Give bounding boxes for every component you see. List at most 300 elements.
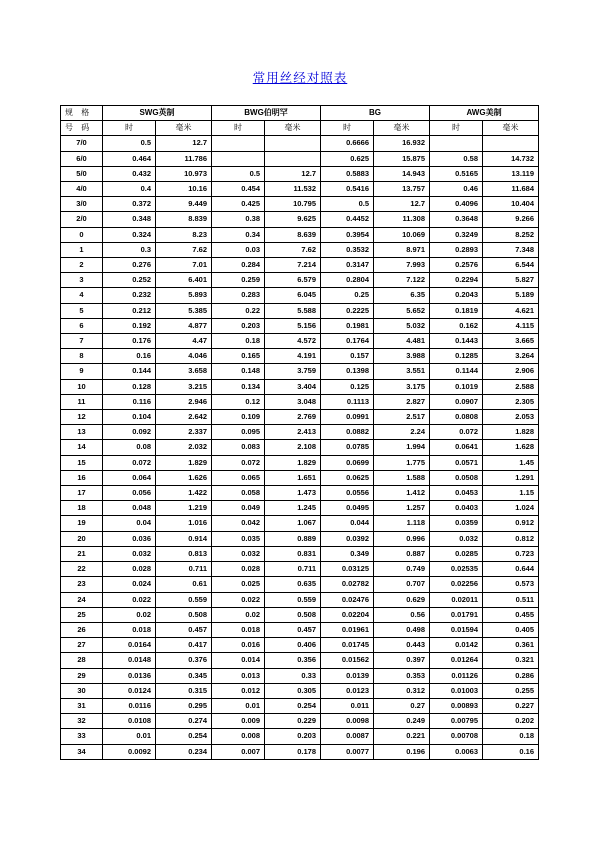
gauge-number-cell: 27 (61, 638, 103, 653)
value-cell: 0.255 (483, 683, 539, 698)
value-cell: 7.01 (156, 258, 212, 273)
value-cell: 2.769 (265, 410, 321, 425)
value-cell: 0.0495 (321, 501, 374, 516)
bwg-group-header: BWG伯明罕 (212, 106, 321, 121)
value-cell: 2.946 (156, 394, 212, 409)
gauge-number-cell: 32 (61, 714, 103, 729)
value-cell: 0.625 (321, 151, 374, 166)
value-cell: 0.0625 (321, 470, 374, 485)
value-cell: 0.2225 (321, 303, 374, 318)
bwg-inch-header: 时 (212, 121, 265, 136)
gauge-number-cell: 34 (61, 744, 103, 759)
value-cell: 0.707 (374, 577, 430, 592)
value-cell: 0.01 (103, 729, 156, 744)
value-cell: 0.012 (212, 683, 265, 698)
value-cell: 11.532 (265, 182, 321, 197)
swg-group-header: SWG英制 (103, 106, 212, 121)
value-cell: 0.274 (156, 714, 212, 729)
value-cell: 0.259 (212, 273, 265, 288)
value-cell: 0.1285 (430, 349, 483, 364)
value-cell: 0.072 (430, 425, 483, 440)
header-row-groups (61, 106, 539, 121)
value-cell: 6.544 (483, 258, 539, 273)
value-cell: 7.993 (374, 258, 430, 273)
value-cell: 0.022 (212, 592, 265, 607)
value-cell: 1.829 (156, 455, 212, 470)
value-cell: 3.759 (265, 364, 321, 379)
gauge-number-cell: 5 (61, 303, 103, 318)
value-cell: 0.212 (103, 303, 156, 318)
value-cell: 0.01264 (430, 653, 483, 668)
value-cell: 0.025 (212, 577, 265, 592)
table-row (61, 470, 539, 485)
wire-gauge-table (60, 105, 539, 760)
gauge-number-cell: 14 (61, 440, 103, 455)
gauge-number-cell: 7 (61, 334, 103, 349)
value-cell: 0.1019 (430, 379, 483, 394)
value-cell: 4.621 (483, 303, 539, 318)
value-cell: 0.914 (156, 531, 212, 546)
value-cell: 0.134 (212, 379, 265, 394)
value-cell: 16.932 (374, 136, 430, 151)
value-cell: 0.58 (430, 151, 483, 166)
value-cell: 0.16 (103, 349, 156, 364)
value-cell: 0.0403 (430, 501, 483, 516)
value-cell: 1.422 (156, 486, 212, 501)
value-cell: 0.0991 (321, 410, 374, 425)
value-cell: 14.943 (374, 166, 430, 181)
value-cell: 0.229 (265, 714, 321, 729)
value-cell: 2.337 (156, 425, 212, 440)
value-cell: 0.104 (103, 410, 156, 425)
value-cell: 10.16 (156, 182, 212, 197)
value-cell: 0.0077 (321, 744, 374, 759)
value-cell: 1.828 (483, 425, 539, 440)
value-cell: 0.5416 (321, 182, 374, 197)
value-cell: 1.45 (483, 455, 539, 470)
value-cell: 0.457 (156, 622, 212, 637)
table-row (61, 622, 539, 637)
value-cell: 3.404 (265, 379, 321, 394)
table-row (61, 486, 539, 501)
bg-group-header: BG (321, 106, 430, 121)
table-row (61, 638, 539, 653)
table-row (61, 349, 539, 364)
value-cell: 10.404 (483, 197, 539, 212)
awg-inch-header: 时 (430, 121, 483, 136)
value-cell: 7.214 (265, 258, 321, 273)
value-cell: 0.02535 (430, 562, 483, 577)
value-cell: 0.044 (321, 516, 374, 531)
value-cell: 0.397 (374, 653, 430, 668)
value-cell: 0.196 (374, 744, 430, 759)
gauge-number-cell: 6 (61, 318, 103, 333)
value-cell: 0.227 (483, 698, 539, 713)
value-cell: 0.092 (103, 425, 156, 440)
value-cell: 8.639 (265, 227, 321, 242)
value-cell: 5.652 (374, 303, 430, 318)
value-cell: 0.5 (321, 197, 374, 212)
value-cell: 0.01126 (430, 668, 483, 683)
value-cell: 1.829 (265, 455, 321, 470)
value-cell: 0.813 (156, 546, 212, 561)
value-cell: 0.18 (212, 334, 265, 349)
value-cell: 0.18 (483, 729, 539, 744)
value-cell: 0.065 (212, 470, 265, 485)
value-cell: 0.032 (430, 531, 483, 546)
value-cell: 0.711 (265, 562, 321, 577)
value-cell: 0.5 (212, 166, 265, 181)
value-cell: 12.7 (374, 197, 430, 212)
table-row (61, 151, 539, 166)
table-row (61, 334, 539, 349)
gauge-number-cell: 12 (61, 410, 103, 425)
value-cell: 0.02011 (430, 592, 483, 607)
value-cell: 9.266 (483, 212, 539, 227)
value-cell: 0.635 (265, 577, 321, 592)
value-cell: 0.27 (374, 698, 430, 713)
table-row (61, 440, 539, 455)
table-row (61, 744, 539, 759)
value-cell: 0.61 (156, 577, 212, 592)
value-cell: 0.128 (103, 379, 156, 394)
value-cell (483, 136, 539, 151)
value-cell: 3.658 (156, 364, 212, 379)
value-cell: 0.3249 (430, 227, 483, 242)
value-cell: 0.511 (483, 592, 539, 607)
value-cell: 0.234 (156, 744, 212, 759)
value-cell: 3.988 (374, 349, 430, 364)
value-cell: 0.0808 (430, 410, 483, 425)
value-cell: 0.0148 (103, 653, 156, 668)
value-cell: 4.47 (156, 334, 212, 349)
value-cell: 0.032 (103, 546, 156, 561)
table-row (61, 577, 539, 592)
value-cell: 0.203 (212, 318, 265, 333)
value-cell: 1.994 (374, 440, 430, 455)
value-cell: 7.122 (374, 273, 430, 288)
value-cell: 0.095 (212, 425, 265, 440)
value-cell: 5.588 (265, 303, 321, 318)
gauge-number-cell: 0 (61, 227, 103, 242)
gauge-number-cell: 9 (61, 364, 103, 379)
value-cell: 2.588 (483, 379, 539, 394)
value-cell: 0.56 (374, 607, 430, 622)
table-row (61, 197, 539, 212)
value-cell: 2.305 (483, 394, 539, 409)
value-cell: 0.08 (103, 440, 156, 455)
value-cell: 0.232 (103, 288, 156, 303)
value-cell: 0.03125 (321, 562, 374, 577)
value-cell: 0.454 (212, 182, 265, 197)
awg-group-header: AWG美制 (430, 106, 539, 121)
value-cell: 9.449 (156, 197, 212, 212)
value-cell: 8.252 (483, 227, 539, 242)
value-cell: 0.202 (483, 714, 539, 729)
value-cell: 0.349 (321, 546, 374, 561)
value-cell: 0.0164 (103, 638, 156, 653)
swg-inch-header: 时 (103, 121, 156, 136)
value-cell: 0.083 (212, 440, 265, 455)
value-cell: 2.053 (483, 410, 539, 425)
gauge-number-cell: 19 (61, 516, 103, 531)
value-cell: 6.579 (265, 273, 321, 288)
value-cell: 0.056 (103, 486, 156, 501)
value-cell: 0.286 (483, 668, 539, 683)
table-row (61, 303, 539, 318)
value-cell: 0.00893 (430, 698, 483, 713)
value-cell: 2.827 (374, 394, 430, 409)
gauge-number-cell: 10 (61, 379, 103, 394)
value-cell: 13.119 (483, 166, 539, 181)
gauge-number-cell: 21 (61, 546, 103, 561)
value-cell: 0.0124 (103, 683, 156, 698)
value-cell: 0.028 (103, 562, 156, 577)
table-row (61, 227, 539, 242)
value-cell: 0.0142 (430, 638, 483, 653)
value-cell: 0.254 (156, 729, 212, 744)
gauge-number-cell: 33 (61, 729, 103, 744)
value-cell: 2.642 (156, 410, 212, 425)
value-cell: 0.559 (265, 592, 321, 607)
value-cell: 0.312 (374, 683, 430, 698)
value-cell: 2.413 (265, 425, 321, 440)
value-cell: 0.356 (265, 653, 321, 668)
gauge-number-cell: 22 (61, 562, 103, 577)
value-cell: 0.5883 (321, 166, 374, 181)
value-cell (212, 136, 265, 151)
value-cell: 0.3 (103, 242, 156, 257)
value-cell: 0.887 (374, 546, 430, 561)
value-cell: 7.62 (265, 242, 321, 257)
value-cell: 0.644 (483, 562, 539, 577)
value-cell: 8.23 (156, 227, 212, 242)
value-cell: 0.02 (212, 607, 265, 622)
gauge-number-cell: 17 (61, 486, 103, 501)
value-cell: 0.508 (156, 607, 212, 622)
gauge-number-cell: 23 (61, 577, 103, 592)
value-cell: 5.893 (156, 288, 212, 303)
value-cell: 0.2893 (430, 242, 483, 257)
value-cell: 0.2043 (430, 288, 483, 303)
value-cell: 0.0087 (321, 729, 374, 744)
value-cell: 0.3954 (321, 227, 374, 242)
table-row (61, 394, 539, 409)
value-cell: 0.573 (483, 577, 539, 592)
gauge-number-cell: 8 (61, 349, 103, 364)
table-header (61, 106, 539, 136)
value-cell: 0.036 (103, 531, 156, 546)
value-cell: 2.108 (265, 440, 321, 455)
value-cell: 0.165 (212, 349, 265, 364)
gauge-number-cell: 20 (61, 531, 103, 546)
table-body (61, 136, 539, 759)
value-cell: 1.628 (483, 440, 539, 455)
value-cell: 0.0116 (103, 698, 156, 713)
value-cell: 0.01003 (430, 683, 483, 698)
value-cell: 0.0641 (430, 440, 483, 455)
value-cell: 0.02476 (321, 592, 374, 607)
value-cell: 0.0907 (430, 394, 483, 409)
gauge-number-cell: 11 (61, 394, 103, 409)
table-row (61, 683, 539, 698)
value-cell: 12.7 (156, 136, 212, 151)
value-cell: 0.749 (374, 562, 430, 577)
value-cell: 0.321 (483, 653, 539, 668)
value-cell: 0.3648 (430, 212, 483, 227)
table-row (61, 242, 539, 257)
value-cell: 11.786 (156, 151, 212, 166)
value-cell: 0.361 (483, 638, 539, 653)
value-cell: 0.221 (374, 729, 430, 744)
value-cell: 13.757 (374, 182, 430, 197)
value-cell: 0.1819 (430, 303, 483, 318)
value-cell: 0.0139 (321, 668, 374, 683)
value-cell: 0.024 (103, 577, 156, 592)
value-cell: 1.775 (374, 455, 430, 470)
bg-mm-header: 毫米 (374, 121, 430, 136)
value-cell: 0.405 (483, 622, 539, 637)
value-cell: 0.345 (156, 668, 212, 683)
value-cell: 0.315 (156, 683, 212, 698)
value-cell: 0.2804 (321, 273, 374, 288)
table-row (61, 607, 539, 622)
value-cell: 0.148 (212, 364, 265, 379)
value-cell: 1.016 (156, 516, 212, 531)
value-cell: 0.348 (103, 212, 156, 227)
page-title[interactable]: 常用丝经对照表 (252, 71, 348, 85)
value-cell: 0.812 (483, 531, 539, 546)
value-cell: 12.7 (265, 166, 321, 181)
value-cell: 4.115 (483, 318, 539, 333)
table-row (61, 410, 539, 425)
value-cell: 0.464 (103, 151, 156, 166)
value-cell: 5.827 (483, 273, 539, 288)
value-cell: 0.4 (103, 182, 156, 197)
value-cell: 0.0571 (430, 455, 483, 470)
table-row (61, 668, 539, 683)
value-cell: 0.508 (265, 607, 321, 622)
value-cell (212, 151, 265, 166)
value-cell: 0.3147 (321, 258, 374, 273)
header-row-units (61, 121, 539, 136)
table-row (61, 364, 539, 379)
gauge-number-cell: 4/0 (61, 182, 103, 197)
value-cell: 7.62 (156, 242, 212, 257)
value-cell: 0.276 (103, 258, 156, 273)
value-cell: 0.417 (156, 638, 212, 653)
value-cell: 0.01745 (321, 638, 374, 653)
value-cell: 0.443 (374, 638, 430, 653)
value-cell: 15.875 (374, 151, 430, 166)
value-cell: 14.732 (483, 151, 539, 166)
value-cell: 0.203 (265, 729, 321, 744)
value-cell: 0.007 (212, 744, 265, 759)
value-cell: 2.906 (483, 364, 539, 379)
value-cell: 0.008 (212, 729, 265, 744)
value-cell: 0.0785 (321, 440, 374, 455)
gauge-number-cell: 29 (61, 668, 103, 683)
value-cell: 0.048 (103, 501, 156, 516)
value-cell: 0.0123 (321, 683, 374, 698)
value-cell: 0.2294 (430, 273, 483, 288)
value-cell: 6.045 (265, 288, 321, 303)
value-cell: 0.889 (265, 531, 321, 546)
value-cell: 0.284 (212, 258, 265, 273)
value-cell (265, 151, 321, 166)
value-cell: 10.069 (374, 227, 430, 242)
value-cell: 0.1764 (321, 334, 374, 349)
value-cell: 7.348 (483, 242, 539, 257)
value-cell: 0.629 (374, 592, 430, 607)
gauge-number-cell: 15 (61, 455, 103, 470)
table-row (61, 166, 539, 181)
awg-mm-header: 毫米 (483, 121, 539, 136)
value-cell: 0.109 (212, 410, 265, 425)
value-cell: 0.0392 (321, 531, 374, 546)
table-row (61, 516, 539, 531)
value-cell: 0.0453 (430, 486, 483, 501)
value-cell: 1.219 (156, 501, 212, 516)
value-cell: 11.684 (483, 182, 539, 197)
gauge-number-cell: 18 (61, 501, 103, 516)
value-cell: 3.551 (374, 364, 430, 379)
gauge-number-cell: 24 (61, 592, 103, 607)
value-cell: 0.013 (212, 668, 265, 683)
value-cell (265, 136, 321, 151)
value-cell: 0.324 (103, 227, 156, 242)
value-cell: 1.118 (374, 516, 430, 531)
gauge-number-cell: 1 (61, 242, 103, 257)
value-cell: 1.412 (374, 486, 430, 501)
value-cell (430, 136, 483, 151)
value-cell: 6.401 (156, 273, 212, 288)
value-cell: 0.33 (265, 668, 321, 683)
value-cell: 0.01961 (321, 622, 374, 637)
value-cell: 0.425 (212, 197, 265, 212)
value-cell: 0.46 (430, 182, 483, 197)
value-cell: 0.02 (103, 607, 156, 622)
value-cell: 0.252 (103, 273, 156, 288)
value-cell: 0.0285 (430, 546, 483, 561)
value-cell: 10.795 (265, 197, 321, 212)
value-cell: 1.067 (265, 516, 321, 531)
value-cell: 0.0508 (430, 470, 483, 485)
value-cell: 10.973 (156, 166, 212, 181)
value-cell: 0.03 (212, 242, 265, 257)
value-cell: 0.0699 (321, 455, 374, 470)
value-cell: 0.016 (212, 638, 265, 653)
value-cell: 1.291 (483, 470, 539, 485)
value-cell: 2.24 (374, 425, 430, 440)
number-header: 号 码 (61, 121, 103, 136)
gauge-number-cell: 7/0 (61, 136, 103, 151)
value-cell: 0.372 (103, 197, 156, 212)
value-cell: 0.5165 (430, 166, 483, 181)
value-cell: 0.01791 (430, 607, 483, 622)
gauge-number-cell: 30 (61, 683, 103, 698)
value-cell: 0.162 (430, 318, 483, 333)
value-cell: 0.432 (103, 166, 156, 181)
value-cell: 0.22 (212, 303, 265, 318)
value-cell: 0.406 (265, 638, 321, 653)
table-row (61, 212, 539, 227)
value-cell: 0.032 (212, 546, 265, 561)
gauge-number-cell: 31 (61, 698, 103, 713)
value-cell: 5.189 (483, 288, 539, 303)
gauge-number-cell: 26 (61, 622, 103, 637)
table-row (61, 592, 539, 607)
